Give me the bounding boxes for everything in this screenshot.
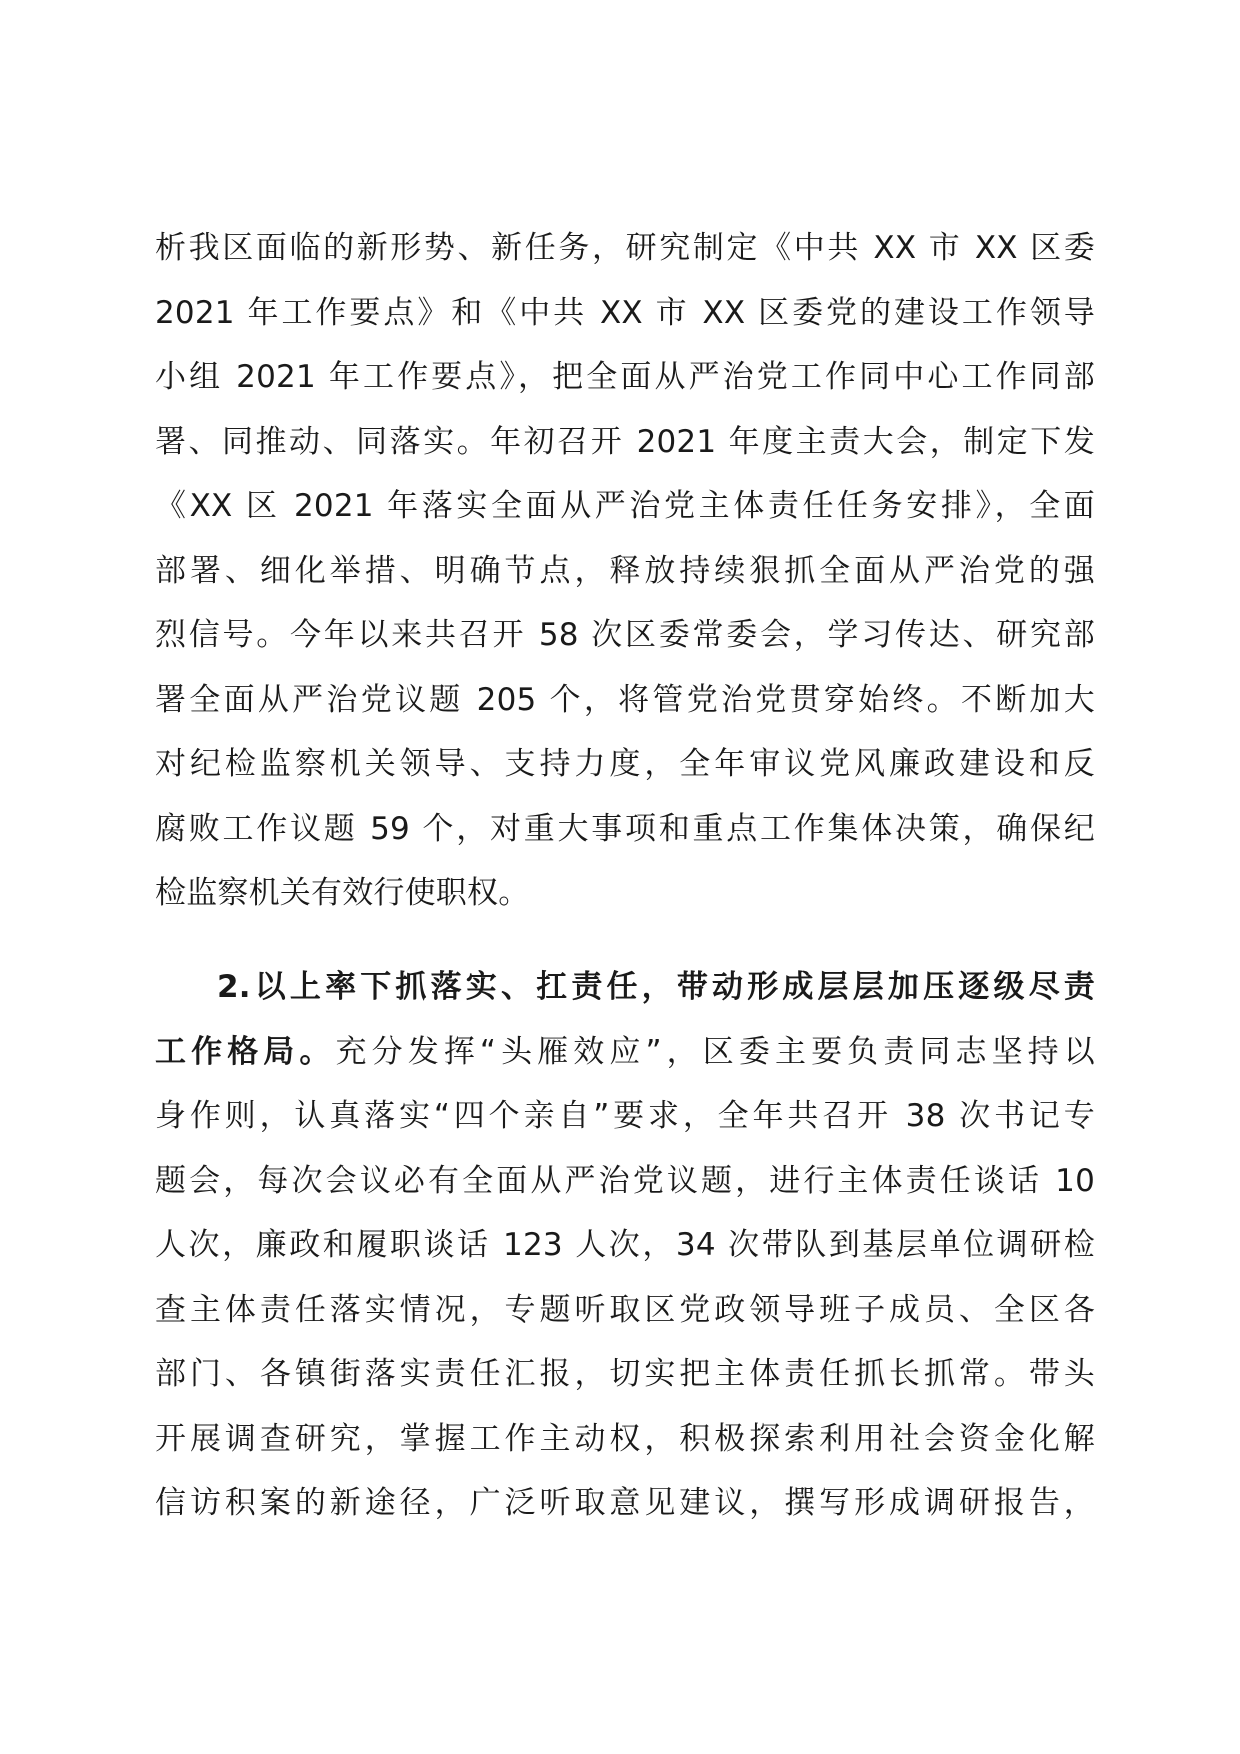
paragraph-line: 查主体责任落实情况，专题听取区党政领导班子成员、全区各 xyxy=(155,1291,1095,1328)
paragraph-line: 析我区面临的新形势、新任务，研究制定《中共 XX 市 XX 区委 xyxy=(155,230,1095,266)
section-heading-end: 工作格局。 xyxy=(155,1033,336,1070)
paragraph-line: 《XX 区 2021 年落实全面从严治党主体责任任务安排》，全面 xyxy=(155,488,1095,524)
paragraph-line: 信访积案的新途径，广泛听取意见建议，撰写形成调研报告， xyxy=(155,1485,1095,1521)
paragraph-line: 对纪检监察机关领导、支持力度，全年审议党风廉政建设和反 xyxy=(155,746,1095,782)
paragraph-line: 检监察机关有效行使职权。 xyxy=(155,875,530,911)
paragraph-line: 人次，廉政和履职谈话 123 人次，34 次带队到基层单位调研检 xyxy=(155,1227,1095,1263)
paragraph-line: 署全面从严治党议题 205 个，将管党治党贯穿始终。不断加大 xyxy=(155,681,1095,718)
paragraph-line: 部署、细化举措、明确节点，释放持续狠抓全面从严治党的强 xyxy=(155,552,1095,589)
paragraph-line: 烈信号。今年以来共召开 58 次区委常委会，学习传达、研究部 xyxy=(155,617,1095,653)
paragraph-line: 小组 2021 年工作要点》，把全面从严治党工作同中心工作同部 xyxy=(155,359,1095,395)
paragraph-text: 充分发挥“头雁效应”，区委主要负责同志坚持以 xyxy=(335,1033,1095,1070)
paragraph-line xyxy=(155,1020,1095,1085)
paragraph-line: 部门、各镇街落实责任汇报，切实把主体责任抓长抓常。带头 xyxy=(155,1356,1095,1392)
paragraph-line: 2021 年工作要点》和《中共 XX 市 XX 区委党的建设工作领导 xyxy=(155,294,1095,331)
paragraph-line: 题会，每次会议必有全面从严治党议题，进行主体责任谈话 10 xyxy=(155,1162,1095,1199)
paragraph-line: 身作则，认真落实“四个亲自”要求，全年共召开 38 次书记专 xyxy=(155,1098,1095,1134)
paragraph-line: 开展调查研究，掌握工作主动权，积极探索利用社会资金化解 xyxy=(155,1420,1095,1457)
paragraph-line: 腐败工作议题 59 个，对重大事项和重点工作集体决策，确保纪 xyxy=(155,810,1095,847)
section-heading: 2.以上率下抓落实、扛责任，带动形成层层加压逐级尽责 xyxy=(217,969,1095,1005)
paragraph-1 xyxy=(155,216,1095,926)
paragraph-2 xyxy=(155,955,1095,1536)
paragraph-line: 署、同推动、同落实。年初召开 2021 年度主责大会，制定下发 xyxy=(155,423,1095,460)
